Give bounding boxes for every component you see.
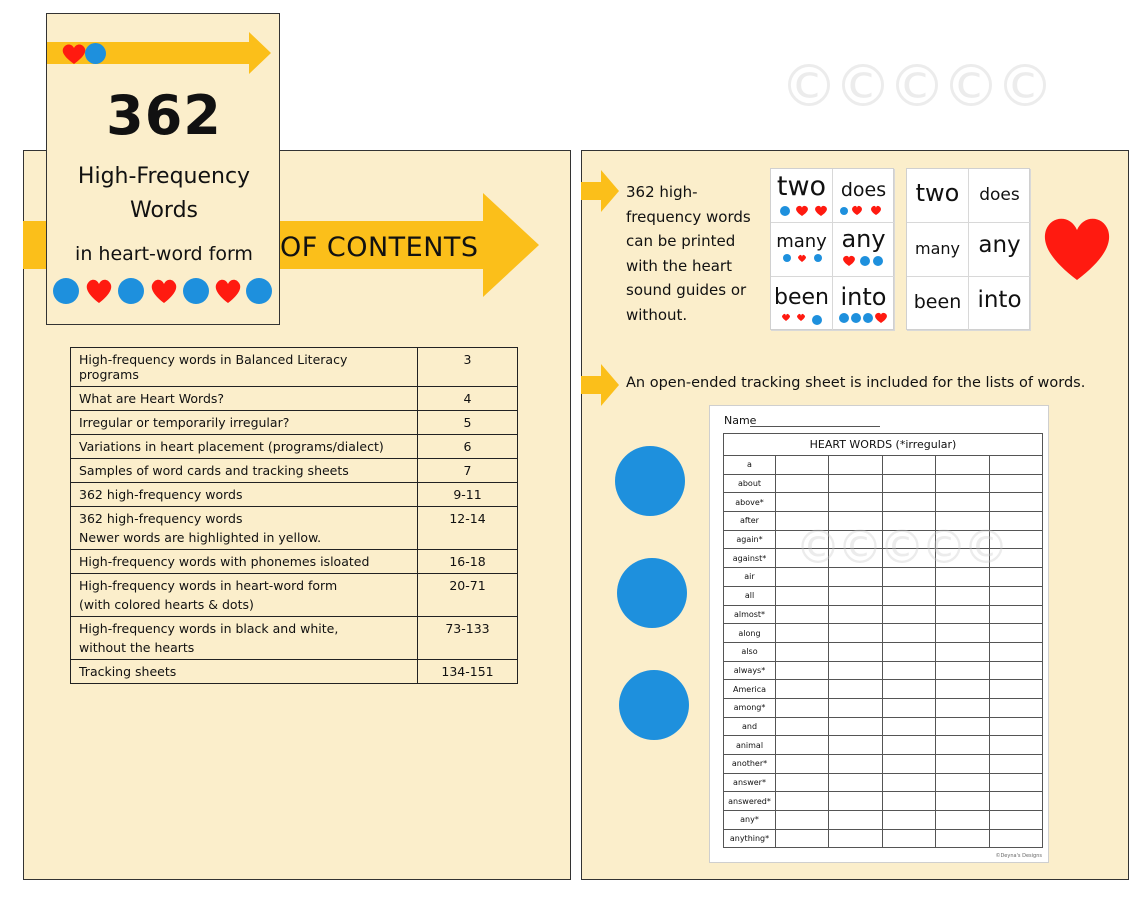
word-card — [907, 277, 969, 331]
tracking-table — [723, 433, 1043, 848]
heart-icon — [85, 278, 113, 304]
toc-entry — [71, 411, 418, 435]
bullet-text-2: An open-ended tracking sheet is included for the lists of words. — [626, 375, 1086, 391]
toc-entry — [71, 507, 418, 550]
tracking-cell — [776, 624, 829, 643]
tracking-cell — [882, 680, 935, 699]
tracking-cell — [776, 717, 829, 736]
toc-page: 6 — [418, 435, 518, 459]
card-word: into — [977, 287, 1022, 313]
dot-icon — [619, 670, 689, 740]
tracking-word: animal — [724, 736, 776, 755]
toc-entry-label: 362 high-frequency words — [79, 487, 243, 502]
tracking-row — [724, 773, 1043, 792]
card-word: into — [840, 283, 887, 311]
toc-entry — [71, 387, 418, 411]
watermark-sheet: ©©©©© — [795, 520, 1005, 574]
tracking-cell — [776, 792, 829, 811]
card-word: many — [776, 231, 827, 252]
cover-line-3: in heart-word form — [75, 243, 253, 265]
dot-icon — [617, 558, 687, 628]
tracking-cell — [829, 493, 882, 512]
card-word: does — [979, 185, 1020, 205]
tracking-cell — [829, 680, 882, 699]
tracking-word: answered* — [724, 792, 776, 811]
tracking-cell — [936, 792, 989, 811]
tracking-word: again* — [724, 530, 776, 549]
tracking-cell — [776, 736, 829, 755]
tracking-cell — [989, 474, 1043, 493]
tracking-cell — [989, 792, 1043, 811]
tracking-cell — [829, 605, 882, 624]
card-word: two — [776, 171, 827, 202]
tracking-cell — [882, 493, 935, 512]
tracking-word: anything* — [724, 829, 776, 848]
bullet-1-line: sound guides or — [626, 281, 747, 299]
toc-page: 7 — [418, 459, 518, 483]
toc-entry-label: Tracking sheets — [79, 664, 177, 679]
tracking-cell — [776, 829, 829, 848]
dot-icon — [85, 43, 106, 64]
tracking-word: always* — [724, 661, 776, 680]
toc-table — [70, 347, 518, 684]
bullet-arrow-icon — [581, 170, 619, 212]
tracking-cell — [989, 717, 1043, 736]
tracking-cell — [936, 456, 989, 475]
toc-entry-label: What are Heart Words? — [79, 391, 225, 406]
toc-entry — [71, 435, 418, 459]
tracking-word: about — [724, 474, 776, 493]
tracking-word: also — [724, 642, 776, 661]
tracking-cell — [989, 811, 1043, 830]
toc-entry-label: High-frequency words in black and white, — [79, 621, 339, 636]
bullet-1-line: with the heart — [626, 256, 732, 275]
toc-title: OF CONTENTS — [280, 232, 479, 263]
bullet-1-line: without. — [626, 305, 688, 324]
tracking-word: above* — [724, 493, 776, 512]
plain-word-cards — [906, 168, 1030, 330]
tracking-cell — [776, 698, 829, 717]
tracking-cell — [829, 474, 882, 493]
tracking-cell — [936, 474, 989, 493]
tracking-cell — [936, 642, 989, 661]
tracking-cell — [989, 624, 1043, 643]
tracking-cell — [882, 474, 935, 493]
heart-icon — [61, 43, 87, 65]
toc-entry-label: Variations in heart placement (programs/dialect) — [79, 439, 384, 454]
dot-icon — [246, 278, 272, 304]
tracking-word: almost* — [724, 605, 776, 624]
tracking-cell — [936, 605, 989, 624]
tracking-row — [724, 736, 1043, 755]
tracking-cell — [882, 642, 935, 661]
tracking-cell — [829, 792, 882, 811]
tracking-cell — [882, 736, 935, 755]
tracking-cell — [989, 829, 1043, 848]
tracking-cell — [989, 698, 1043, 717]
word-card — [969, 223, 1031, 277]
tracking-cell — [936, 829, 989, 848]
tracking-cell — [936, 661, 989, 680]
tracking-word: America — [724, 680, 776, 699]
bullet-text-1 — [626, 180, 751, 327]
credit: ©Deyna's Designs — [995, 853, 1042, 859]
sound-guide-marks — [771, 169, 895, 331]
tracking-cell — [776, 642, 829, 661]
heart-icon — [1042, 214, 1112, 282]
tracking-row — [724, 698, 1043, 717]
toc-entry-sub: Newer words are highlighted in yellow. — [79, 530, 322, 545]
tracking-word: all — [724, 586, 776, 605]
card-word: any — [978, 232, 1021, 258]
toc-row — [71, 411, 518, 435]
toc-row — [71, 435, 518, 459]
tracking-cell — [829, 698, 882, 717]
toc-row — [71, 507, 518, 550]
tracking-cell — [936, 624, 989, 643]
card-word: been — [913, 291, 962, 313]
tracking-row — [724, 829, 1043, 848]
toc-page: 16-18 — [418, 550, 518, 574]
watermark-top: ©©©©© — [780, 52, 1050, 120]
tracking-row — [724, 755, 1043, 774]
tracking-cell — [989, 456, 1043, 475]
tracking-header: HEART WORDS (*irregular) — [724, 434, 1043, 456]
tracking-cell — [776, 474, 829, 493]
tracking-sheet — [709, 405, 1049, 863]
tracking-cell — [829, 773, 882, 792]
name-line — [750, 426, 880, 427]
dot-icon — [183, 278, 209, 304]
tracking-row — [724, 624, 1043, 643]
tracking-cell — [882, 755, 935, 774]
tracking-cell — [936, 586, 989, 605]
tracking-cell — [776, 605, 829, 624]
cover-number: 362 — [106, 84, 222, 147]
tracking-cell — [882, 456, 935, 475]
tracking-word: another* — [724, 755, 776, 774]
toc-page: 5 — [418, 411, 518, 435]
toc-entry-sub: without the hearts — [79, 640, 195, 655]
tracking-cell — [936, 698, 989, 717]
card-word: been — [774, 285, 829, 310]
tracking-row — [724, 474, 1043, 493]
toc-row — [71, 348, 518, 387]
toc-page: 9-11 — [418, 483, 518, 507]
tracking-cell — [882, 792, 935, 811]
toc-page: 73-133 — [418, 617, 518, 660]
card-word: does — [840, 179, 887, 201]
cover-line-2: Words — [129, 198, 198, 223]
toc-page: 20-71 — [418, 574, 518, 617]
tracking-cell — [882, 624, 935, 643]
dot-icon — [53, 278, 79, 304]
tracking-row — [724, 680, 1043, 699]
toc-entry — [71, 660, 418, 684]
tracking-cell — [936, 680, 989, 699]
name-label: Name — [724, 414, 757, 427]
tracking-row — [724, 493, 1043, 512]
tracking-cell — [882, 661, 935, 680]
card-word: any — [841, 225, 886, 253]
tracking-cell — [776, 586, 829, 605]
tracking-row — [724, 605, 1043, 624]
toc-row — [71, 617, 518, 660]
toc-entry-label: Irregular or temporarily irregular? — [79, 415, 290, 430]
toc-row — [71, 550, 518, 574]
toc-entry — [71, 483, 418, 507]
tracking-cell — [936, 736, 989, 755]
toc-entry — [71, 459, 418, 483]
heart-icon — [214, 278, 242, 304]
tracking-word: any* — [724, 811, 776, 830]
toc-entry-sub: (with colored hearts & dots) — [79, 597, 254, 612]
tracking-cell — [776, 493, 829, 512]
tracking-cell — [989, 755, 1043, 774]
tracking-cell — [989, 661, 1043, 680]
toc-page: 4 — [418, 387, 518, 411]
tracking-row — [724, 642, 1043, 661]
toc-page: 134-151 — [418, 660, 518, 684]
tracking-cell — [989, 773, 1043, 792]
tracking-cell — [989, 642, 1043, 661]
tracking-cell — [882, 811, 935, 830]
tracking-word: a — [724, 456, 776, 475]
tracking-cell — [829, 661, 882, 680]
toc-row — [71, 483, 518, 507]
tracking-cell — [829, 829, 882, 848]
tracking-cell — [776, 456, 829, 475]
toc-entry-label: Samples of word cards and tracking sheets — [79, 463, 349, 478]
card-word: many — [915, 239, 960, 258]
colored-word-cards — [770, 168, 894, 330]
toc-row — [71, 387, 518, 411]
tracking-cell — [882, 698, 935, 717]
tracking-word: against* — [724, 549, 776, 568]
toc-entry — [71, 348, 418, 387]
tracking-cell — [936, 773, 989, 792]
tracking-cell — [989, 680, 1043, 699]
dot-icon — [118, 278, 144, 304]
tracking-word: and — [724, 717, 776, 736]
tracking-row — [724, 586, 1043, 605]
tracking-cell — [829, 736, 882, 755]
tracking-cell — [829, 811, 882, 830]
tracking-row — [724, 811, 1043, 830]
tracking-cell — [829, 456, 882, 475]
tracking-word: after — [724, 512, 776, 531]
tracking-cell — [882, 717, 935, 736]
tracking-cell — [776, 661, 829, 680]
word-card — [907, 169, 969, 223]
toc-entry — [71, 550, 418, 574]
heart-icon — [150, 278, 178, 304]
tracking-cell — [829, 586, 882, 605]
tracking-cell — [882, 605, 935, 624]
tracking-cell — [989, 493, 1043, 512]
tracking-cell — [776, 755, 829, 774]
toc-entry-label: High-frequency words in heart-word form — [79, 578, 338, 593]
toc-page: 3 — [418, 348, 518, 387]
tracking-word: answer* — [724, 773, 776, 792]
tracking-cell — [989, 586, 1043, 605]
toc-row — [71, 660, 518, 684]
dot-icon — [615, 446, 685, 516]
tracking-row — [724, 792, 1043, 811]
bullet-arrow-icon — [581, 364, 619, 406]
toc-row — [71, 574, 518, 617]
tracking-row — [724, 661, 1043, 680]
word-card — [907, 223, 969, 277]
card-word: two — [915, 179, 960, 207]
tracking-word: among* — [724, 698, 776, 717]
word-card — [969, 277, 1031, 331]
tracking-cell — [882, 586, 935, 605]
tracking-cell — [829, 642, 882, 661]
tracking-cell — [829, 624, 882, 643]
tracking-cell — [936, 755, 989, 774]
tracking-word: air — [724, 568, 776, 587]
tracking-row — [724, 456, 1043, 475]
tracking-row — [724, 717, 1043, 736]
tracking-cell — [776, 680, 829, 699]
tracking-cell — [936, 811, 989, 830]
toc-entry-label: 362 high-frequency words — [79, 511, 243, 526]
cover-card — [46, 13, 280, 325]
cover-line-1: High-Frequency — [77, 164, 251, 189]
toc-row — [71, 459, 518, 483]
toc-page: 12-14 — [418, 507, 518, 550]
tracking-cell — [829, 755, 882, 774]
toc-entry — [71, 574, 418, 617]
tracking-cell — [882, 829, 935, 848]
tracking-cell — [989, 605, 1043, 624]
toc-entry-label: High-frequency words with phonemes isloated — [79, 554, 370, 569]
tracking-cell — [936, 717, 989, 736]
bullet-1-line: 362 high- — [626, 183, 698, 201]
toc-entry-label: High-frequency words in Balanced Literacy programs — [79, 352, 348, 382]
tracking-cell — [989, 736, 1043, 755]
tracking-cell — [936, 493, 989, 512]
tracking-cell — [776, 811, 829, 830]
toc-entry — [71, 617, 418, 660]
tracking-cell — [882, 773, 935, 792]
tracking-cell — [829, 717, 882, 736]
tracking-cell — [776, 773, 829, 792]
bullet-1-line: frequency words — [626, 207, 751, 226]
bullet-1-line: can be printed — [626, 232, 736, 250]
tracking-word: along — [724, 624, 776, 643]
word-card — [969, 169, 1031, 223]
